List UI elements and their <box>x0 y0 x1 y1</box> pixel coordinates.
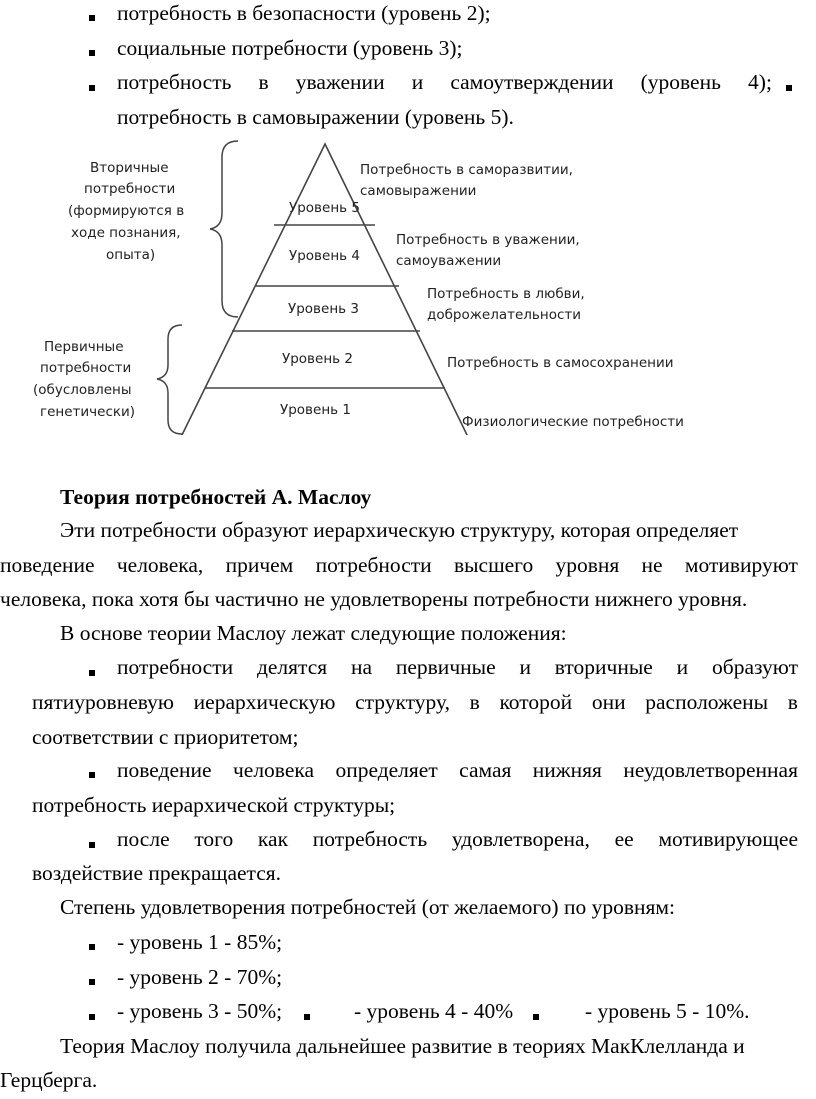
bullet-icon <box>89 670 95 676</box>
bullet-icon <box>533 1014 539 1020</box>
word: и <box>519 655 531 679</box>
need-level3: доброжелательности <box>427 307 582 323</box>
list-item-level5: потребность в самовыражении (уровень 5). <box>117 105 514 129</box>
secondary-needs-label: (формируются в <box>68 203 185 219</box>
primary-needs-label: потребности <box>40 360 132 376</box>
word: как <box>257 827 289 851</box>
need-level4: Потребность в уважении, <box>396 232 580 248</box>
need-level5: Потребность в саморазвитии, <box>360 162 573 178</box>
word: ее <box>614 827 634 851</box>
word: вторичные <box>554 655 653 679</box>
word: структуру, <box>355 690 450 714</box>
bullet-icon <box>89 50 95 56</box>
word: и <box>411 70 424 94</box>
word: на <box>350 655 373 679</box>
word: не <box>641 553 663 577</box>
primary-needs-label: (обусловлены <box>33 382 132 398</box>
list-item-level3: социальные потребности (уровень 3); <box>117 36 463 60</box>
provision-line: потребность иерархической структуры; <box>32 793 396 817</box>
word: они <box>591 690 626 714</box>
word: и <box>676 655 689 679</box>
maslow-pyramid-figure <box>0 135 816 435</box>
level-label: Уровень 1 <box>280 402 351 418</box>
paragraph-line: Степень удовлетворения потребностей (от желаемого) по уровням: <box>60 895 675 919</box>
list-item-level4 <box>117 72 772 94</box>
word: потребность <box>312 827 428 851</box>
need-level2: Потребность в самосохранении <box>447 355 674 371</box>
bullet-icon <box>89 772 95 778</box>
word: мотивирующее <box>658 827 798 851</box>
provision-line <box>117 760 798 782</box>
word: уровня <box>555 553 620 577</box>
word: в <box>469 690 480 714</box>
word: в <box>258 70 269 94</box>
word: самоутверждении <box>450 70 614 94</box>
word: после <box>117 827 170 851</box>
level-label: Уровень 3 <box>288 301 359 317</box>
degree-item: - уровень 3 - 50%; <box>117 999 283 1023</box>
word: 4); <box>748 70 772 94</box>
word: определяет <box>335 758 438 782</box>
paragraph-line: Герцберга. <box>0 1068 98 1092</box>
secondary-needs-label: ходе познания, <box>71 225 181 241</box>
paragraph-line: Эти потребности образуют иерархическую структуру, которая определяет <box>60 518 739 542</box>
bullet-icon <box>89 85 95 91</box>
provision-line <box>117 657 798 679</box>
word: расположены <box>645 690 769 714</box>
list-item-level2: потребность в безопасности (уровень 2); <box>117 1 491 25</box>
word: иерархическую <box>193 690 336 714</box>
word: первичные <box>395 655 496 679</box>
word: поведение <box>117 758 212 782</box>
paragraph-line <box>0 555 798 577</box>
provision-line <box>32 692 798 714</box>
word: потребности <box>117 655 234 679</box>
brace-secondary <box>210 141 238 317</box>
need-level1: Физиологические потребности <box>462 414 684 430</box>
bullet-icon <box>89 979 95 985</box>
word: высшего <box>453 553 534 577</box>
word: поведение <box>0 553 95 577</box>
word: того <box>194 827 234 851</box>
provision-line: соответствии с приоритетом; <box>32 725 299 749</box>
word: мотивируют <box>684 553 798 577</box>
word: причем <box>225 553 294 577</box>
secondary-needs-label: опыта) <box>106 247 156 263</box>
bullet-icon <box>89 1014 95 1020</box>
bullet-icon <box>89 944 95 950</box>
level-label: Уровень 4 <box>289 248 360 264</box>
bullet-icon <box>304 1014 310 1020</box>
word: пятиуровневую <box>32 690 174 714</box>
paragraph-line: Теория Маслоу получила дальнейшее развитие в теориях МакКлелланда и <box>60 1034 745 1058</box>
degree-item: - уровень 4 - 40% <box>354 999 514 1023</box>
level-label: Уровень 5 <box>289 200 360 216</box>
degree-item: - уровень 2 - 70%; <box>117 965 283 989</box>
primary-needs-label: Первичные <box>44 339 124 355</box>
primary-needs-label: генетически) <box>40 404 136 420</box>
brace-primary <box>157 325 182 434</box>
level-label: Уровень 2 <box>282 351 353 367</box>
need-level3: Потребность в любви, <box>427 286 585 302</box>
need-level4: самоуважении <box>396 253 502 269</box>
bullet-icon <box>89 15 95 21</box>
word: которой <box>499 690 573 714</box>
word: делятся <box>256 655 328 679</box>
word: потребности <box>315 553 432 577</box>
word: (уровень <box>640 70 721 94</box>
word: нижняя <box>532 758 602 782</box>
word: образуют <box>712 655 798 679</box>
degree-item: - уровень 1 - 85%; <box>117 930 283 954</box>
provision-line: воздействие прекращается. <box>32 861 282 885</box>
section-heading: Теория потребностей А. Маслоу <box>60 485 372 509</box>
word: неудовлетворенная <box>623 758 798 782</box>
secondary-needs-label: Вторичные <box>90 160 169 176</box>
paragraph-line: В основе теории Маслоу лежат следующие положения: <box>60 621 567 645</box>
degree-item: - уровень 5 - 10%. <box>585 999 750 1023</box>
word: потребность <box>117 70 232 94</box>
bullet-icon <box>89 842 95 848</box>
bullet-icon <box>786 85 792 91</box>
word: человека <box>232 758 315 782</box>
word: уважении <box>295 70 385 94</box>
need-level5: самовыражении <box>360 183 477 199</box>
secondary-needs-label: потребности <box>84 181 176 197</box>
word: человека, <box>116 553 204 577</box>
word: самая <box>459 758 512 782</box>
word: удовлетворена, <box>451 827 590 851</box>
provision-line <box>117 829 798 851</box>
word: в <box>787 690 798 714</box>
paragraph-line: человека, пока хотя бы частично не удовлетворены потребности нижнего уровня. <box>0 587 748 611</box>
